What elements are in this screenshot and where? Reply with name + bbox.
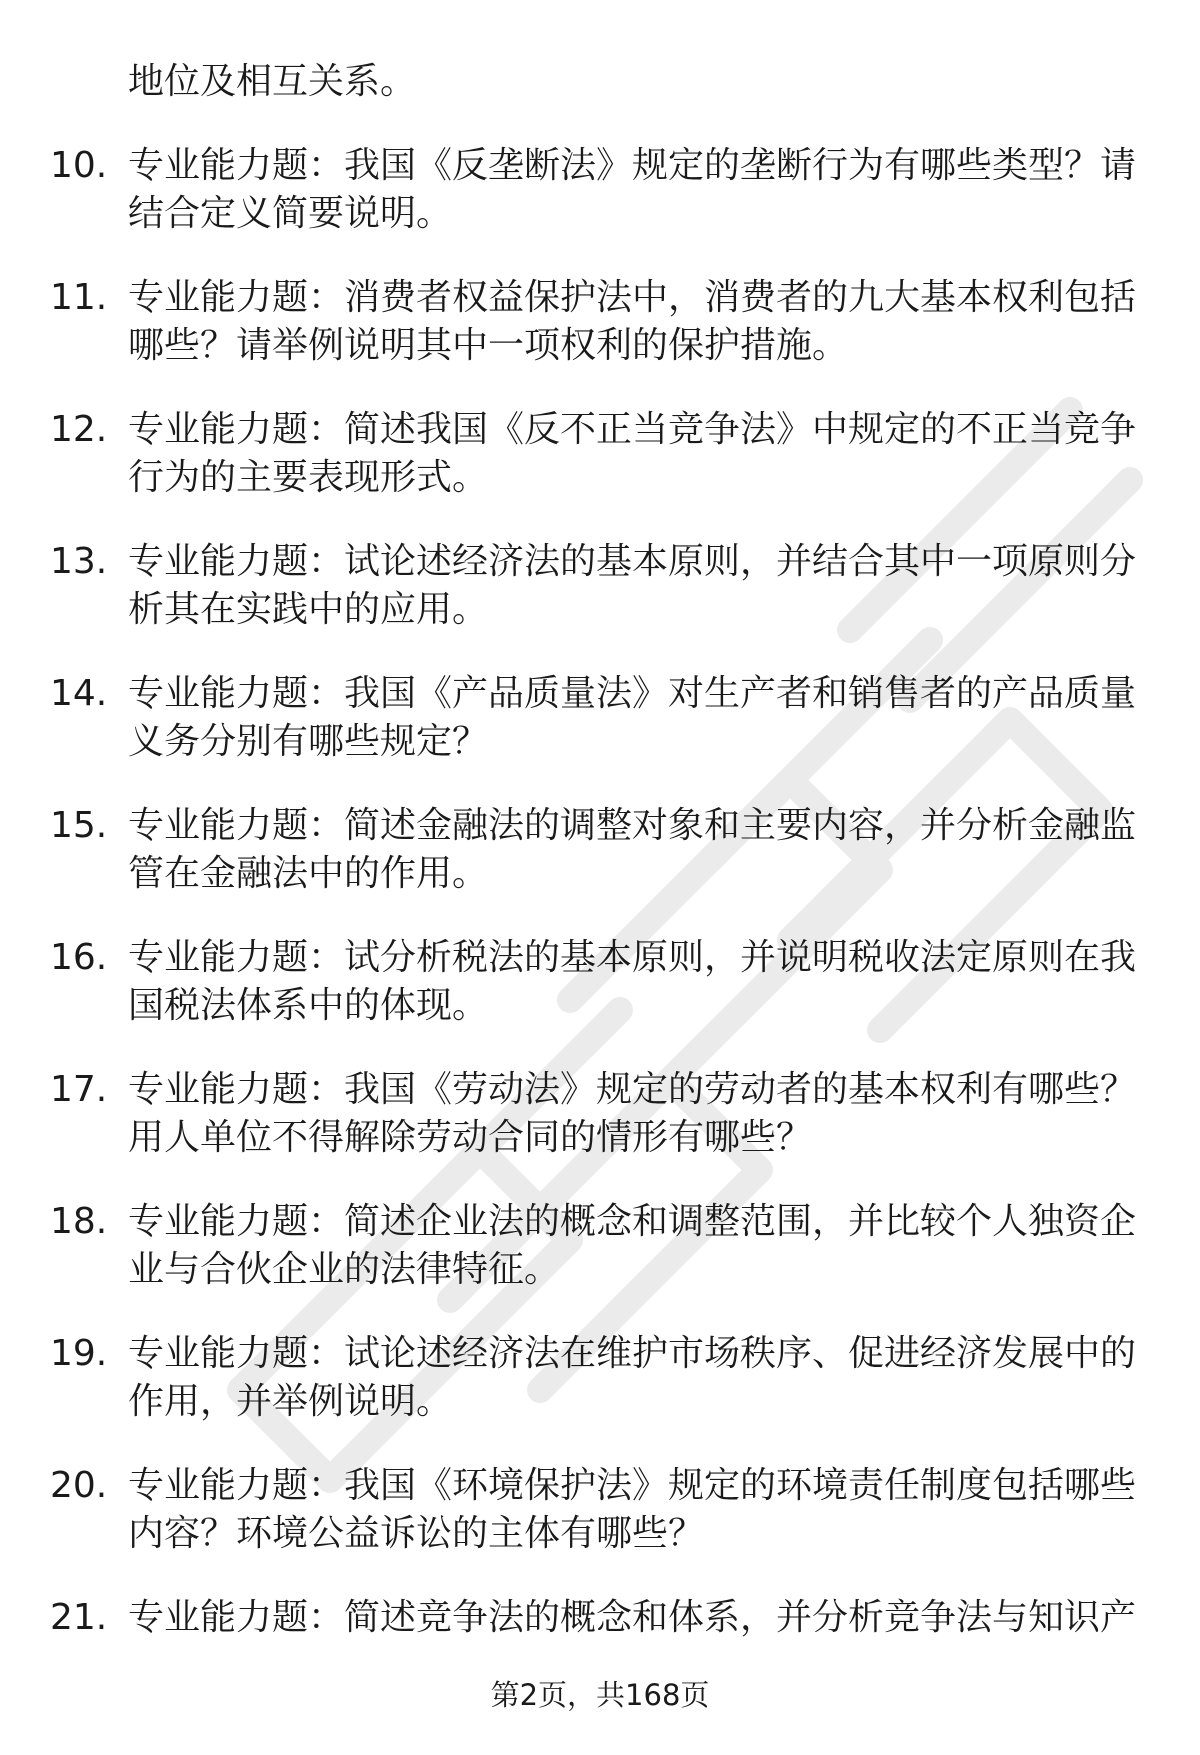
question-number: 15. [50,805,108,846]
question-number: 16. [50,937,108,978]
question-item [0,406,1200,538]
question-text: 专业能力题：简述我国《反不正当竞争法》中规定的不正当竞争行为的主要表现形式。 [128,409,1137,498]
question-item [0,538,1200,670]
page-indicator: 第2页，共168页 [490,1678,710,1712]
question-text: 专业能力题：简述竞争法的概念和体系，并分析竞争法与知识产 [128,1597,1137,1638]
question-number: 18. [50,1201,108,1242]
continuation-text: 地位及相互关系。 [128,61,417,102]
question-number: 10. [50,145,108,186]
question-item [0,934,1200,1066]
question-number: 21. [50,1597,108,1638]
question-item [0,142,1200,274]
question-text: 专业能力题：我国《反垄断法》规定的垄断行为有哪些类型？请结合定义简要说明。 [128,145,1137,234]
question-text: 专业能力题：消费者权益保护法中，消费者的九大基本权利包括哪些？请举例说明其中一项权利的保护措施。 [128,277,1137,366]
question-text: 专业能力题：试论述经济法在维护市场秩序、促进经济发展中的作用，并举例说明。 [128,1333,1137,1422]
question-list [0,142,1200,1726]
question-text: 专业能力题：试论述经济法的基本原则，并结合其中一项原则分析其在实践中的应用。 [128,541,1137,630]
question-text: 专业能力题：简述金融法的调整对象和主要内容，并分析金融监管在金融法中的作用。 [128,805,1137,894]
question-item [0,670,1200,802]
question-item [0,1330,1200,1462]
question-item [0,1198,1200,1330]
question-text: 专业能力题：简述企业法的概念和调整范围，并比较个人独资企业与合伙企业的法律特征。 [128,1201,1137,1290]
question-number: 13. [50,541,108,582]
question-text: 专业能力题：我国《环境保护法》规定的环境责任制度包括哪些内容？环境公益诉讼的主体有哪些？ [128,1465,1137,1554]
question-item [0,1066,1200,1198]
question-text: 专业能力题：我国《劳动法》规定的劳动者的基本权利有哪些？用人单位不得解除劳动合同的情形有哪些？ [128,1069,1137,1158]
question-number: 14. [50,673,108,714]
question-number: 11. [50,277,108,318]
question-number: 20. [50,1465,108,1506]
question-number: 19. [50,1333,108,1374]
question-item [0,802,1200,934]
page-footer [0,1675,1200,1715]
question-text: 专业能力题：我国《产品质量法》对生产者和销售者的产品质量义务分别有哪些规定？ [128,673,1137,762]
question-item [0,274,1200,406]
question-text: 专业能力题：试分析税法的基本原则，并说明税收法定原则在我国税法体系中的体现。 [128,937,1137,1026]
question-number: 17. [50,1069,108,1110]
question-item [0,1462,1200,1594]
question-number: 12. [50,409,108,450]
